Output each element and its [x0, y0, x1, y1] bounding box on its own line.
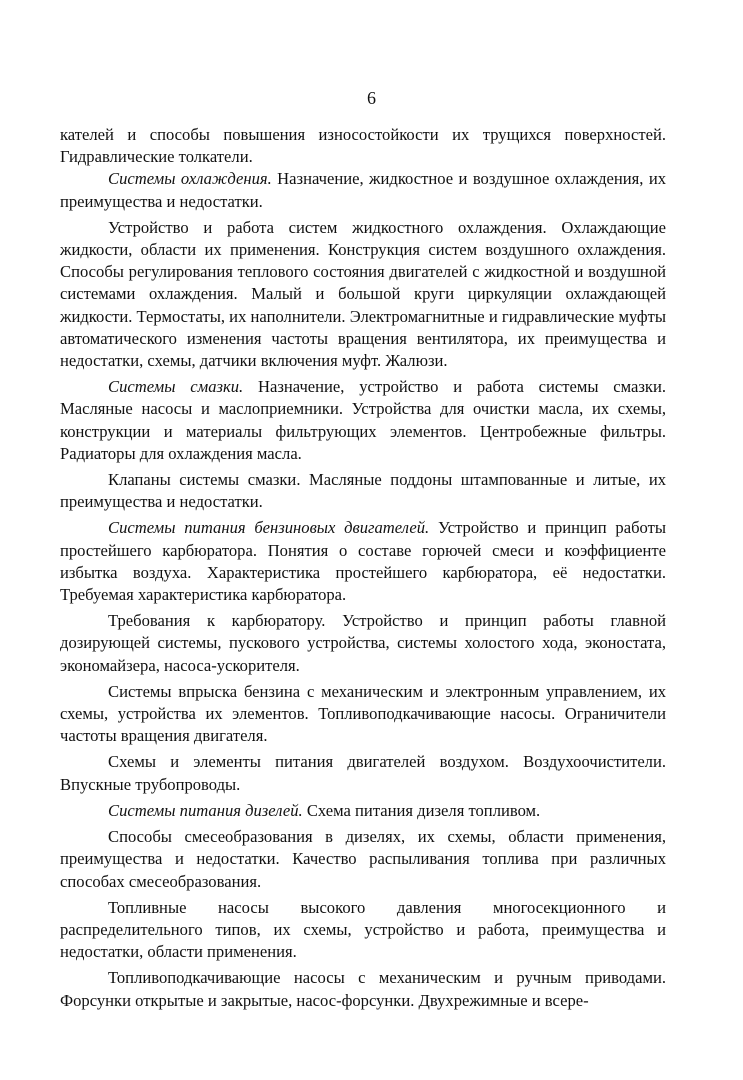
- paragraph-diesel-fuel-systems: [60, 800, 666, 822]
- section-title-diesel: Системы питания дизелей.: [108, 800, 303, 820]
- paragraph-liquid-cooling: Устройство и работа систем жидкостного охлаждения. Охлаждающие жидкости, области их применения. Конструкция систем воздушного охлаждения. Способы регулирования теплового состояния двигателей с жидкостной и воздушной системами охлаждения. Малый и большой круги циркуляции охлаждающей жидкости. Термостаты, их наполнители. Электромагнитные и гидравлические муфты автоматического изменения частоты вращения вентилятора, их преимущества и недостатки, схемы, датчики включения муфт. Жалюзи.: [60, 217, 666, 371]
- body-text: [60, 124, 666, 1012]
- paragraph-mixture-formation: Способы смесеобразования в дизелях, их схемы, области применения, преимущества и недостатки. Качество распыливания топлива при различных способах смесеобразования.: [60, 827, 666, 891]
- section-text-diesel: Схема питания дизеля топливом.: [302, 800, 541, 820]
- section-text-petrol: Устройство и принцип работы простейшего карбюратора. Понятия о составе горючей смеси и коэффициенте избытка воздуха. Характеристика простейшего карбюратора, её недостатки. Требуемая характеристика карбюратора.: [60, 518, 666, 605]
- paragraph-injectors: Топливоподкачивающие насосы с механическим и ручным приводами. Форсунки открытые и закрытые, насос-форсунки. Двухрежимные и всере-: [60, 968, 666, 1010]
- paragraph-lubrication-systems: [60, 376, 666, 465]
- section-text-cooling: Назначение, жидкостное и воздушное охлаждения, их преимущества и недостатки.: [60, 169, 667, 211]
- page-number: 6: [367, 88, 376, 108]
- paragraph-petrol-fuel-systems: [60, 517, 666, 606]
- section-title-petrol: Системы питания бензиновых двигателей.: [108, 518, 430, 538]
- paragraph-carburetor-requirements: Требования к карбюратору. Устройство и принцип работы главной дозирующей системы, пускового устройства, системы холостого хода, эконостата, экономайзера, насоса-ускорителя.: [60, 611, 666, 675]
- paragraph-cooling-systems: [60, 168, 666, 212]
- paragraph-continuation: кателей и способы повышения износостойкости их трущихся поверхностей. Гидравлические толкатели.: [60, 125, 666, 167]
- section-title-lubrication: Системы смазки.: [108, 377, 244, 397]
- paragraph-high-pressure-pumps: Топливные насосы высокого давления многосекционного и распределительного типов, их схемы, устройство и работа, преимущества и недостатки, области применения.: [60, 897, 666, 962]
- paragraph-air-supply: Схемы и элементы питания двигателей воздухом. Воздухоочистители. Впускные трубопроводы.: [60, 752, 666, 794]
- paragraph-petrol-injection: Системы впрыска бензина с механическим и электронным управлением, их схемы, устройства их элементов. Топливоподкачивающие насосы. Ограничители частоты вращения двигателя.: [60, 681, 666, 746]
- section-text-lubrication: Назначение, устройство и работа системы смазки. Масляные насосы и маслоприемники. Устройства для очистки масла, их схемы, конструкции и материалы фильтрующих элементов. Центробежные фильтры. Радиаторы для охлаждения масла.: [60, 377, 667, 463]
- section-title-cooling: Системы охлаждения.: [108, 169, 272, 189]
- paragraph-lubrication-valves: Клапаны системы смазки. Масляные поддоны штампованные и литые, их преимущества и недостатки.: [60, 470, 666, 512]
